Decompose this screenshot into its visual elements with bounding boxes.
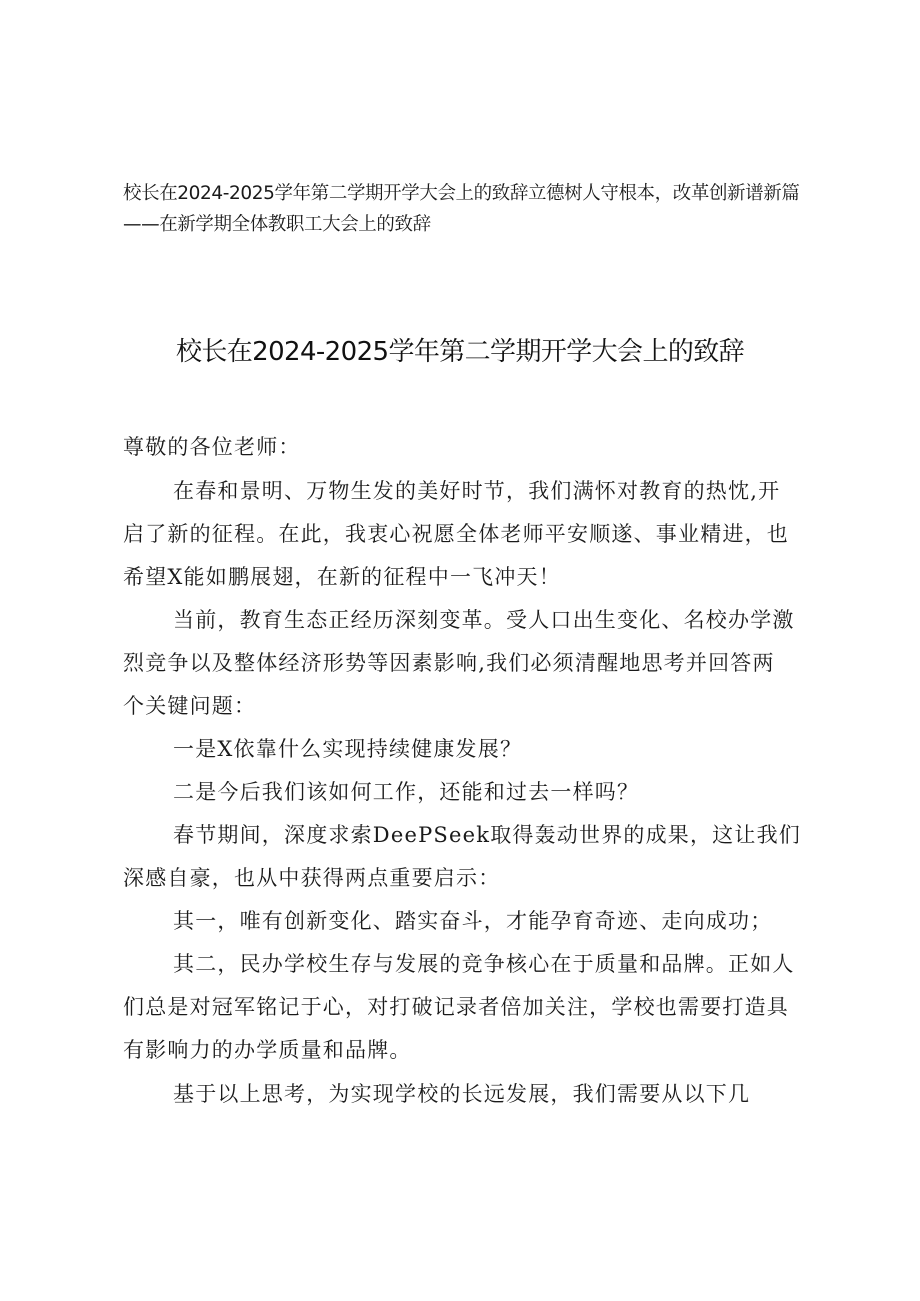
- paragraph-5: [123, 814, 813, 900]
- paragraph-4: [123, 771, 813, 814]
- paragraph-1-line-2: 启了新的征程。在此，我衷心祝愿全体老师平安顺遂、事业精进，也: [123, 522, 789, 547]
- paragraph-1-line-3: 希望X能如鹏展翅，在新的征程中一飞冲天！: [123, 565, 561, 590]
- salutation: [123, 426, 813, 469]
- paragraph-7-line-1: 其二，民办学校生存与发展的竞争核心在于质量和品牌。正如人: [173, 952, 795, 976]
- paragraph-2: [123, 599, 813, 729]
- paragraph-5-line-2: 深感自豪，也从中获得两点重要启示：: [123, 866, 501, 891]
- paragraph-3: [123, 728, 813, 771]
- paragraph-4-line-1: 二是今后我们该如何工作，还能和过去一样吗？: [173, 780, 640, 804]
- header-title-line-1: 校长在2024-2025学年第二学期开学大会上的致辞立德树人守根本，改革创新谱新篇: [123, 183, 800, 204]
- paragraph-1: [123, 470, 813, 600]
- paragraph-6: [123, 900, 813, 943]
- paragraph-2-line-2: 烈竞争以及整体经济形势等因素影响,我们必须清醒地思考并回答两: [123, 651, 775, 676]
- paragraph-8: [123, 1073, 813, 1116]
- paragraph-2-line-3: 个关键问题：: [123, 694, 257, 719]
- paragraph-8-line-1: 基于以上思考，为实现学校的长远发展，我们需要从以下几: [173, 1082, 751, 1106]
- document-body: [123, 426, 813, 469]
- header-title-line-2: ——在新学期全体教职工大会上的致辞: [123, 214, 431, 235]
- paragraph-7: [123, 943, 813, 1073]
- paragraph-2-line-1: 当前，教育生态正经历深刻变革。受人口出生变化、名校办学激: [173, 608, 795, 632]
- paragraph-3-line-1: 一是X依靠什么实现持续健康发展？: [173, 737, 523, 761]
- paragraph-5-line-1: 春节期间，深度求索DeePSeek取得轰动世界的成果，这让我们: [173, 823, 801, 847]
- document-title: 校长在2024-2025学年第二学期开学大会上的致辞: [175, 337, 745, 367]
- paragraph-1-line-1: 在春和景明、万物生发的美好时节，我们满怀对教育的热忱,开: [173, 479, 781, 503]
- paragraph-7-line-3: 有影响力的办学质量和品牌。: [123, 1038, 412, 1063]
- paragraph-7-line-2: 们总是对冠军铭记于心，对打破记录者倍加关注，学校也需要打造具: [123, 995, 789, 1020]
- paragraph-6-line-1: 其一，唯有创新变化、踏实奋斗，才能孕育奇迹、走向成功；: [173, 909, 773, 933]
- salutation-text: 尊敬的各位老师：: [123, 435, 301, 459]
